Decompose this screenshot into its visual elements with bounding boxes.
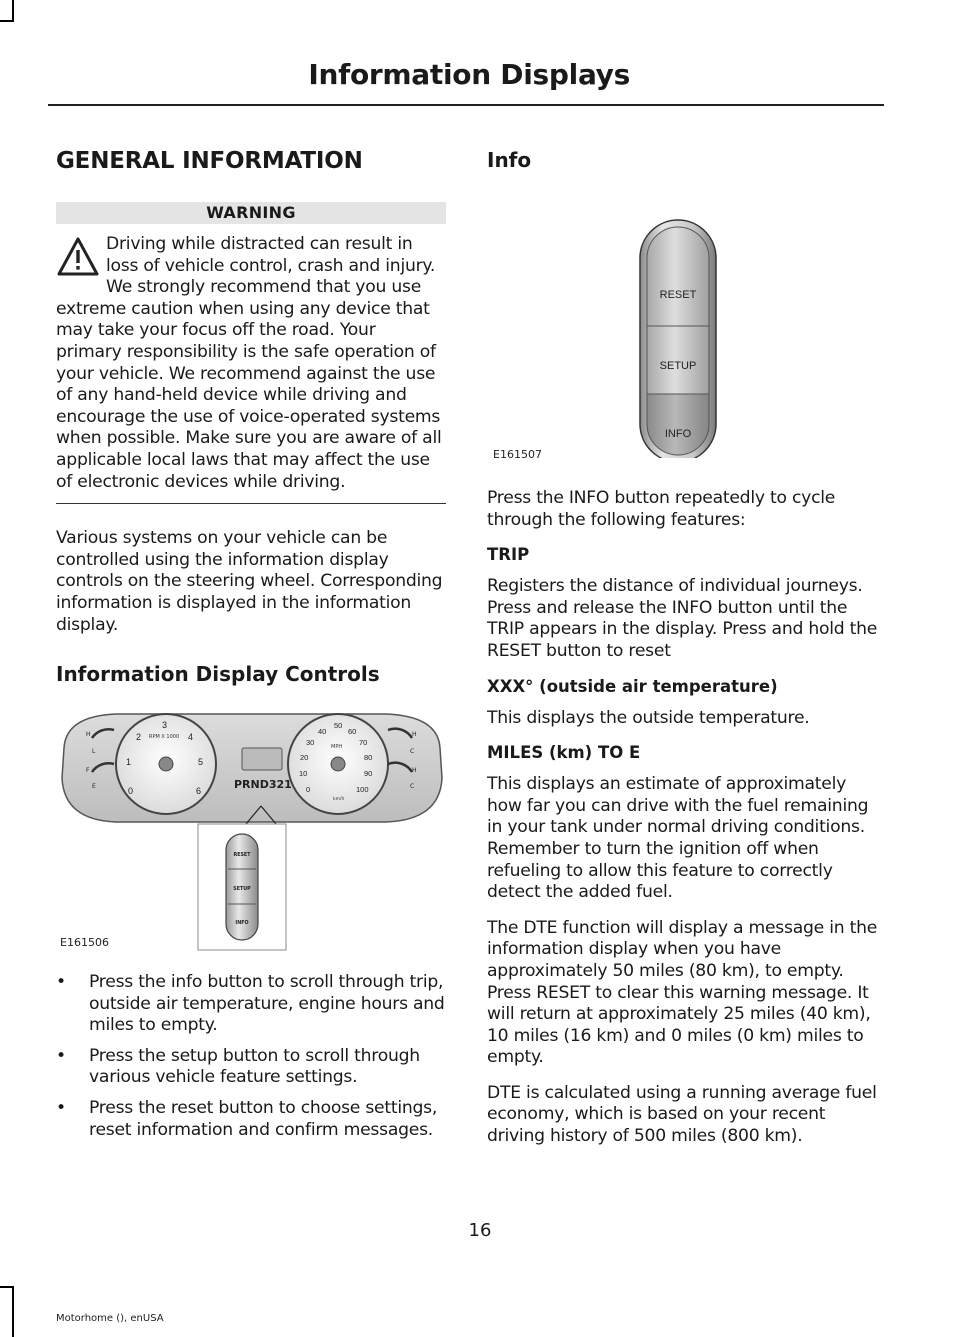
right-column <box>487 140 880 1162</box>
speed-tick: 70 <box>359 738 368 748</box>
cluster-reset-label: RESET <box>233 853 251 859</box>
crop-mark <box>0 1286 14 1288</box>
speed-tick: 40 <box>318 727 327 737</box>
list-item: • Press the setup button to scroll through various vehicle feature settings. <box>56 1046 446 1089</box>
info-button-figure <box>487 186 880 461</box>
tach-tick: 3 <box>162 720 168 731</box>
crop-mark <box>12 1286 14 1337</box>
speed-tick: 90 <box>364 769 373 779</box>
trip-text: Registers the distance of individual journeys. Press and release the INFO button until the TRIP appears in the display. Press and hold the RESET button to reset <box>487 576 878 661</box>
speed-tick: 60 <box>348 727 357 737</box>
crop-mark <box>0 20 14 22</box>
figure-code: E161506 <box>60 936 109 950</box>
tach-tick: 5 <box>198 757 204 768</box>
dte-heading: MILES (km) TO E <box>487 743 641 763</box>
svg-text:L: L <box>92 748 96 756</box>
svg-text:C: C <box>410 783 415 791</box>
speed-tick: 20 <box>300 753 309 763</box>
dte-text: The DTE function will display a message in the information display when you have approximately 50 miles (80 km), to empty. Press RESET to clear this warning message. It will return at approximately 25 miles (40 km), 10 miles (16 km) and 0 miles (0 km) miles to empty. <box>487 917 878 1068</box>
instrument-cluster-illustration <box>56 708 446 956</box>
speed-tick: 10 <box>299 769 308 779</box>
tach-tick: 4 <box>188 732 194 743</box>
speed-tick: 0 <box>306 785 311 795</box>
crop-mark <box>12 0 14 20</box>
footer-text: Motorhome (), enUSA <box>56 1313 164 1324</box>
tach-tick: 6 <box>196 786 202 797</box>
speed-tick: 30 <box>306 738 315 748</box>
svg-text:C: C <box>410 748 415 756</box>
oat-heading: XXX° (outside air temperature) <box>487 676 778 696</box>
controls-heading: Information Display Controls <box>56 662 380 687</box>
cluster-setup-label: SETUP <box>233 887 251 893</box>
dte-text: DTE is calculated using a running average fuel economy, which is based on your recent driving history of 500 miles (800 km). <box>487 1082 877 1147</box>
tach-tick: 2 <box>136 732 142 743</box>
tach-tick: 1 <box>126 757 132 768</box>
info-heading: Info <box>487 148 532 172</box>
dte-text: This displays an estimate of approximately how far you can drive with the fuel remaining in your tank under normal driving conditions. Remember to turn the ignition off when refueling to allow this feature to correctly detect the added fuel. <box>487 774 869 903</box>
speed-tick: 50 <box>334 721 343 731</box>
tach-label: RPM X 1000 <box>149 734 180 741</box>
speed-label: MPH <box>331 744 343 751</box>
left-column <box>56 140 446 1150</box>
figure-code: E161507 <box>493 448 542 461</box>
warning-text: Driving while distracted can result in loss of vehicle control, crash and injury. We strongly recommend that you use extreme caution when using any device that may take your focus off the road. Your primary responsibility is the safe operation of your vehicle. We recommend against the use of any hand-held device while driving and encourage the use of voice-operated systems when possible. Make sure you are aware of all applicable local laws that may affect the use of electronic devices while driving. <box>56 234 442 492</box>
setup-button-label: SETUP <box>659 360 697 372</box>
speed-tick: 80 <box>364 753 373 763</box>
svg-text:H: H <box>412 731 417 739</box>
gear-indicator: PRND321 <box>234 778 292 792</box>
list-item: • Press the reset button to choose settings, reset information and confirm messages. <box>56 1098 446 1141</box>
svg-text:E: E <box>92 783 96 791</box>
warning-label: WARNING <box>56 202 446 224</box>
oat-text: This displays the outside temperature. <box>487 707 810 728</box>
svg-text:H: H <box>86 731 91 739</box>
section-title: GENERAL INFORMATION <box>56 148 363 174</box>
header-divider <box>48 104 884 106</box>
controls-bullet-list <box>56 972 446 1141</box>
speed-tick: 100 <box>356 785 369 795</box>
reset-button-label: RESET <box>659 289 697 301</box>
warning-box <box>56 234 446 504</box>
info-intro: Press the INFO button repeatedly to cycle through the following features: <box>487 488 836 530</box>
info-button-label: INFO <box>664 428 692 440</box>
tach-tick: 0 <box>128 786 134 797</box>
warning-triangle-icon <box>56 234 100 280</box>
cluster-info-label: INFO <box>235 921 249 927</box>
intro-paragraph: Various systems on your vehicle can be controlled using the information display controls on the steering wheel. Corresponding information is displayed in the information display. <box>56 528 443 635</box>
speed-unit: km/h <box>333 797 345 803</box>
trip-heading: TRIP <box>487 545 530 565</box>
list-item: • Press the info button to scroll through trip, outside air temperature, engine hours and miles to empty. <box>56 972 446 1037</box>
svg-text:F: F <box>86 767 90 775</box>
cluster-figure <box>56 708 446 956</box>
page-number: 16 <box>468 1220 492 1241</box>
steering-wheel-buttons-illustration <box>487 186 880 458</box>
svg-text:H: H <box>412 767 417 775</box>
page-title: Information Displays <box>308 58 630 91</box>
